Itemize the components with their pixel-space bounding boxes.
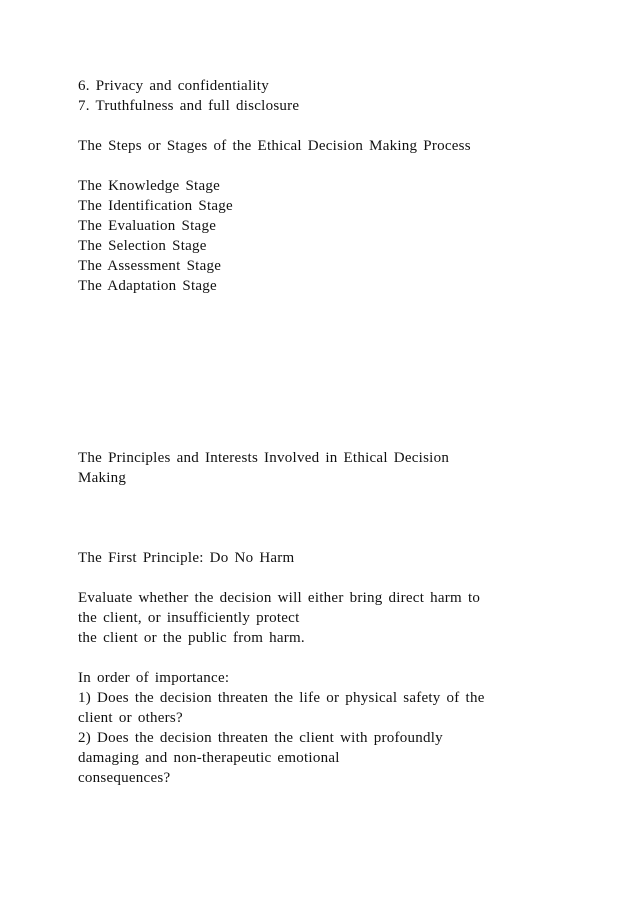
importance-line: consequences? <box>78 770 171 786</box>
importance-line: damaging and non-therapeutic emotional <box>78 750 340 766</box>
stages-heading: The Steps or Stages of the Ethical Decision Making Process <box>78 138 471 154</box>
importance-line: 2) Does the decision threaten the client with profoundly <box>78 730 443 746</box>
stage-knowledge: The Knowledge Stage <box>78 178 221 194</box>
importance-line: client or others? <box>78 710 183 726</box>
importance-section <box>78 668 558 788</box>
document-page <box>78 76 558 788</box>
stage-assessment: The Assessment Stage <box>78 258 222 274</box>
stage-selection: The Selection Stage <box>78 238 207 254</box>
numbered-list <box>78 76 558 116</box>
evaluate-line: the client or the public from harm. <box>78 630 305 646</box>
stage-identification: The Identification Stage <box>78 198 233 214</box>
list-item-privacy: 6. Privacy and confidentiality <box>78 78 269 94</box>
list-item-truthfulness: 7. Truthfulness and full disclosure <box>78 98 300 114</box>
evaluate-paragraph <box>78 588 558 648</box>
first-principle-heading: The First Principle: Do No Harm <box>78 550 295 566</box>
evaluate-line: Evaluate whether the decision will either bring direct harm to <box>78 590 481 606</box>
evaluate-line: the client, or insufficiently protect <box>78 610 300 626</box>
importance-line: 1) Does the decision threaten the life or physical safety of the <box>78 690 485 706</box>
principles-heading <box>78 448 558 488</box>
principles-heading-line2: Making <box>78 470 127 486</box>
principles-heading-line1: The Principles and Interests Involved in Ethical Decision <box>78 450 450 466</box>
stages-list <box>78 176 558 296</box>
stage-adaptation: The Adaptation Stage <box>78 278 217 294</box>
importance-intro: In order of importance: <box>78 670 230 686</box>
stage-evaluation: The Evaluation Stage <box>78 218 217 234</box>
